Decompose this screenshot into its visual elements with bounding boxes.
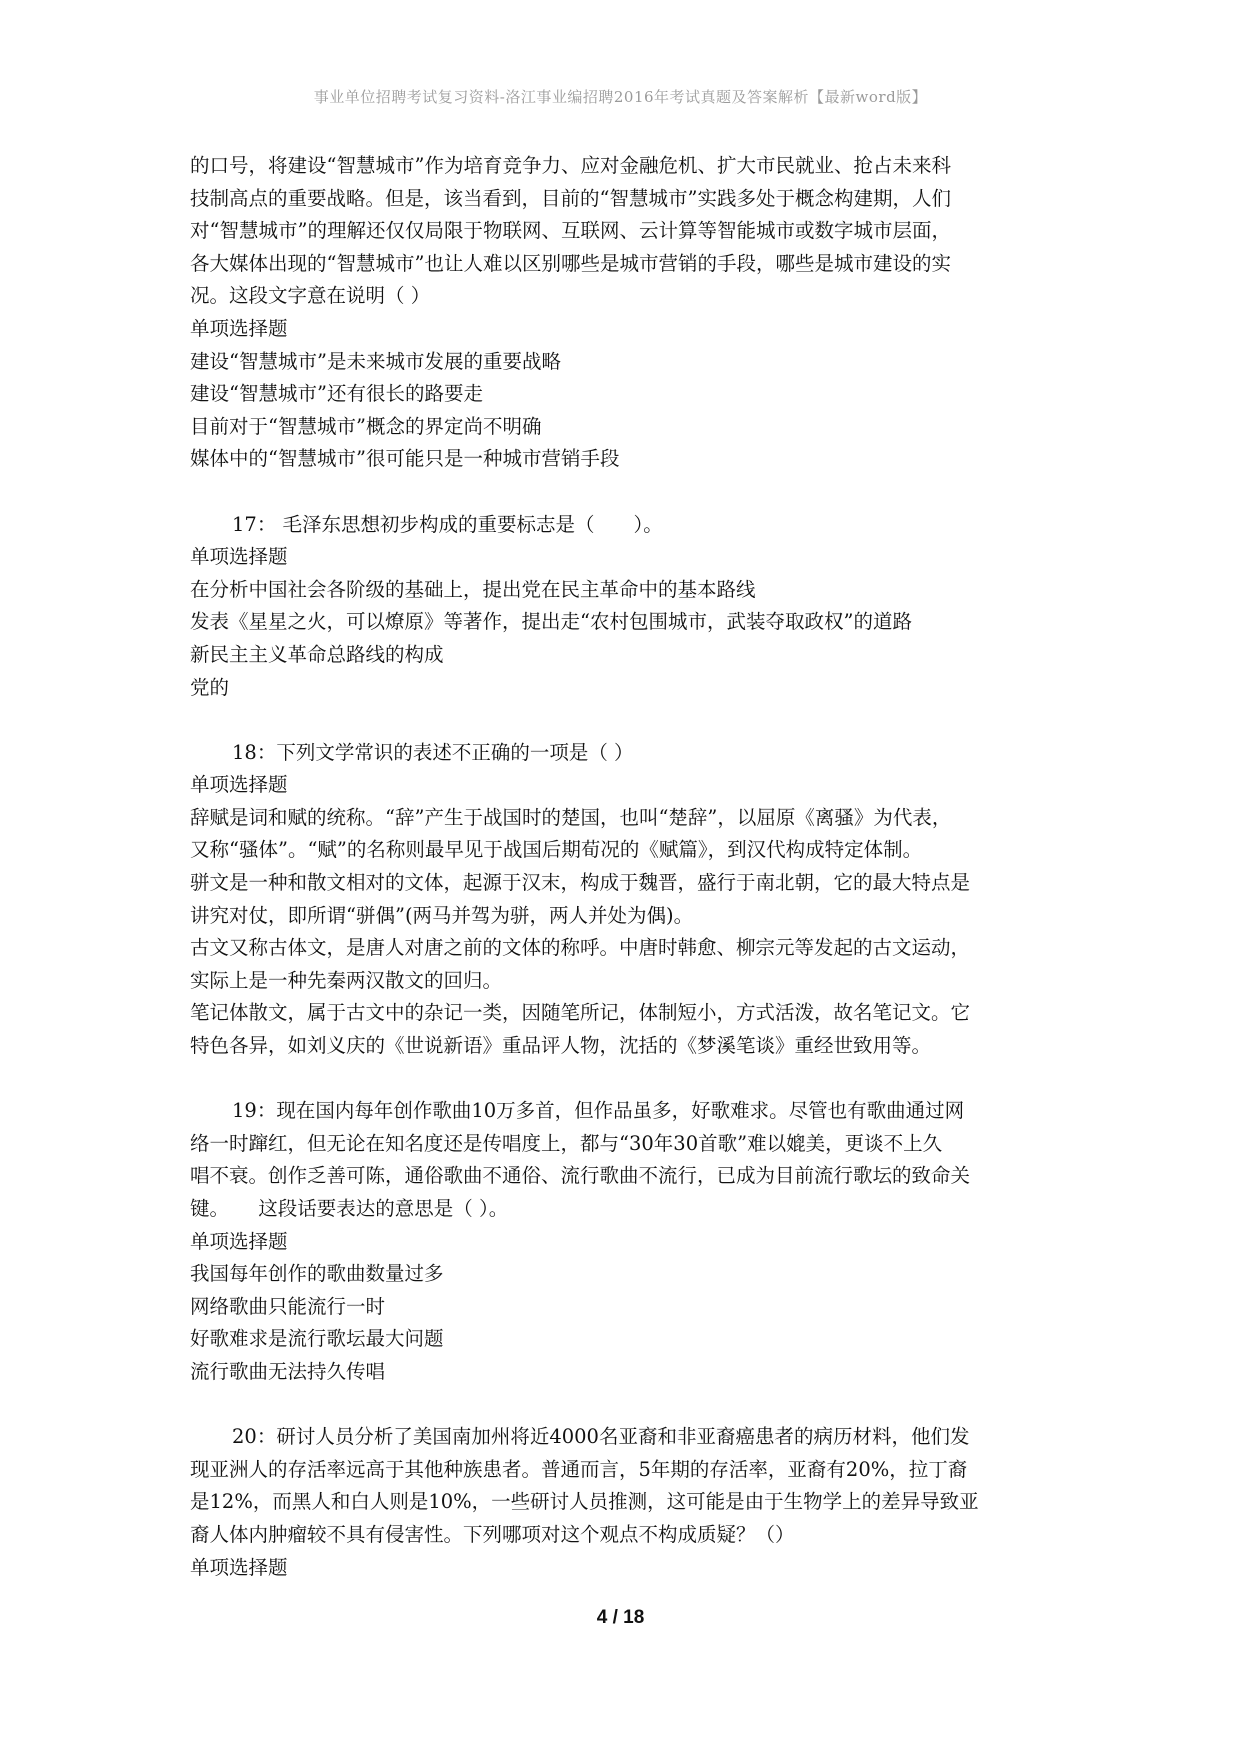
document-body [190,150,1070,1584]
question-text-line: 各大媒体出现的“智慧城市”也让人难以区别哪些是城市营销的手段，哪些是城市建设的实 [190,251,951,275]
page-number: 4 / 18 [596,1607,645,1628]
answer-option-line: 笔记体散文，属于古文中的杂记一类，因随笔所记，体制短小，方式活泼，故名笔记文。它 [190,1001,971,1025]
answer-option-line: 辞赋是词和赋的统称。“辞”产生于战国时的楚国，也叫“楚辞”，以屈原《离骚》为代表， [190,805,952,829]
question-type-label: 单项选择题 [190,545,288,569]
question-title: 19：现在国内每年创作歌曲10万多首，但作品虽多，好歌难求。尽管也有歌曲通过网 [232,1099,965,1123]
question-text-line: 现亚洲人的存活率远高于其他种族患者。普通而言，5年期的存活率，亚裔有20%，拉丁裔 [190,1457,968,1481]
answer-option-line: 特色各异，如刘义庆的《世说新语》重品评人物，沈括的《梦溪笔谈》重经世致用等。 [190,1034,932,1058]
spacer [190,1063,1070,1096]
question-text-line: 是12%，而黑人和白人则是10%，一些研讨人员推测，这可能是由于生物学上的差异导致亚 [190,1490,979,1514]
answer-option: 发表《星星之火，可以燎原》等著作，提出走“农村包围城市，武装夺取政权”的道路 [190,610,912,634]
answer-option: 新民主主义革命总路线的构成 [190,642,444,666]
question-type-label: 单项选择题 [190,316,288,340]
question-type-label: 单项选择题 [190,773,288,797]
answer-option: 目前对于“智慧城市”概念的界定尚不明确 [190,414,542,438]
answer-option: 在分析中国社会各阶级的基础上，提出党在民主革命中的基本路线 [190,577,756,601]
answer-option-line: 实际上是一种先秦两汉散文的回归。 [190,968,503,992]
answer-option-line: 又称“骚体”。“赋”的名称则最早见于战国后期荀况的《赋篇》，到汉代构成特定体制。 [190,838,923,862]
question-text-line: 技制高点的重要战略。但是，该当看到，目前的“智慧城市”实践多处于概念构建期，人们 [190,186,951,210]
answer-option: 我国每年创作的歌曲数量过多 [190,1262,444,1286]
page-header: 事业单位招聘考试复习资料-洛江事业编招聘2016年考试真题及答案解析【最新word版】 [313,88,928,106]
question-type-label: 单项选择题 [190,1229,288,1253]
question-text-line: 况。这段文字意在说明（ ） [190,284,431,308]
question-text-line: 的口号，将建设“智慧城市”作为培育竞争力、应对金融危机、扩大市民就业、抢占未来科 [190,154,951,177]
question-20 [190,1421,1070,1584]
answer-option-line: 讲究对仗，即所谓“骈偶”(两马并驾为骈，两人并处为偶)。 [190,903,694,927]
question-title: 17： 毛泽东思想初步构成的重要标志是（ ）。 [232,512,663,536]
question-text-line: 唱不衰。创作乏善可陈，通俗歌曲不通俗、流行歌曲不流行，已成为目前流行歌坛的致命关 [190,1164,971,1188]
question-19 [190,1095,1070,1388]
question-text-line: 络一时蹿红，但无论在知名度还是传唱度上，都与“30年30首歌”难以媲美，更谈不上久 [190,1131,943,1155]
spacer [190,704,1070,737]
answer-option: 网络歌曲只能流行一时 [190,1294,386,1318]
answer-option: 建设“智慧城市”是未来城市发展的重要战略 [190,349,561,373]
question-type-label: 单项选择题 [190,1555,288,1579]
question-text-line: 裔人体内肿瘤较不具有侵害性。下列哪项对这个观点不构成质疑？（） [190,1522,795,1546]
question-text-line: 对“智慧城市”的理解还仅仅局限于物联网、互联网、云计算等智能城市或数字城市层面， [190,219,951,243]
answer-option: 党的 [190,675,230,699]
answer-option: 好歌难求是流行歌坛最大问题 [190,1327,444,1351]
question-17 [190,509,1070,705]
answer-option: 媒体中的“智慧城市”很可能只是一种城市营销手段 [190,447,620,471]
answer-option: 建设“智慧城市”还有很长的路要走 [190,382,483,406]
answer-option: 流行歌曲无法持久传唱 [190,1359,386,1383]
spacer [190,476,1070,509]
answer-option-line: 骈文是一种和散文相对的文体，起源于汉末，构成于魏晋，盛行于南北朝，它的最大特点是 [190,871,971,895]
question-16-continued [190,150,1070,476]
question-title: 18：下列文学常识的表述不正确的一项是（ ） [232,740,634,764]
question-18 [190,737,1070,1063]
answer-option-line: 古文又称古体文，是唐人对唐之前的文体的称呼。中唐时韩愈、柳宗元等发起的古文运动， [190,936,971,960]
spacer [190,1389,1070,1422]
question-title: 20：研讨人员分析了美国南加州将近4000名亚裔和非亚裔癌患者的病历材料，他们发 [232,1425,970,1449]
question-text-line: 键。 这段话要表达的意思是（ ）。 [190,1197,509,1220]
